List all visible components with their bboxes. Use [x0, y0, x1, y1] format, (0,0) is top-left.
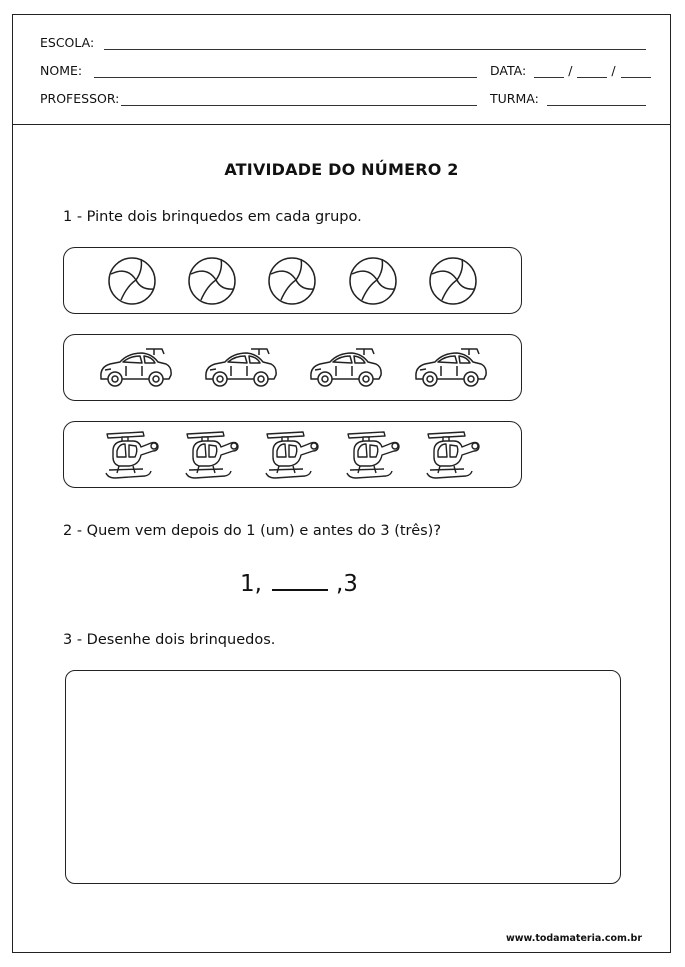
date-month-field[interactable]	[577, 64, 607, 78]
date-separator-2: /	[611, 63, 616, 78]
helicopter-icon[interactable]	[183, 429, 241, 481]
name-label: NOME:	[40, 63, 83, 78]
helicopter-icon[interactable]	[424, 429, 482, 481]
sequence-answer-blank[interactable]	[272, 588, 328, 591]
date-separator-1: /	[568, 63, 573, 78]
name-field[interactable]	[94, 64, 477, 78]
car-icon[interactable]	[96, 345, 174, 391]
car-icon[interactable]	[306, 345, 384, 391]
header	[13, 15, 670, 125]
helicopter-icon[interactable]	[263, 429, 321, 481]
school-field[interactable]	[104, 36, 646, 50]
car-icon[interactable]	[201, 345, 279, 391]
date-day-field[interactable]	[534, 64, 564, 78]
ball-icon[interactable]	[348, 256, 398, 306]
helicopter-group	[63, 421, 522, 488]
class-row	[490, 91, 646, 106]
sequence-last: ,3	[335, 571, 358, 597]
class-field[interactable]	[547, 92, 646, 106]
ball-group	[63, 247, 522, 314]
footer-website: www.todamateria.com.br	[505, 933, 642, 944]
school-label: ESCOLA:	[40, 35, 95, 50]
name-row	[40, 63, 477, 78]
ball-icon[interactable]	[267, 256, 317, 306]
teacher-row	[40, 91, 477, 106]
teacher-label: PROFESSOR:	[40, 91, 120, 106]
class-label: TURMA:	[490, 91, 539, 106]
drawing-area[interactable]	[65, 670, 621, 884]
car-icon[interactable]	[411, 345, 489, 391]
helicopter-icon[interactable]	[344, 429, 402, 481]
question-2: 2 - Quem vem depois do 1 (um) e antes do 3 (três)?	[63, 523, 442, 539]
activity-title: ATIVIDADE DO NÚMERO 2	[224, 160, 459, 179]
date-label: DATA:	[490, 63, 527, 78]
helicopter-icon[interactable]	[103, 429, 161, 481]
ball-icon[interactable]	[187, 256, 237, 306]
teacher-field[interactable]	[121, 92, 477, 106]
car-group	[63, 334, 522, 401]
worksheet	[12, 14, 671, 953]
ball-icon[interactable]	[107, 256, 157, 306]
date-year-field[interactable]	[621, 64, 651, 78]
ball-icon[interactable]	[428, 256, 478, 306]
school-row	[40, 35, 646, 50]
number-sequence	[240, 571, 358, 597]
sequence-first: 1,	[240, 571, 262, 597]
question-1: 1 - Pinte dois brinquedos em cada grupo.	[63, 209, 362, 225]
date-row	[490, 63, 651, 78]
question-3: 3 - Desenhe dois brinquedos.	[63, 632, 276, 648]
